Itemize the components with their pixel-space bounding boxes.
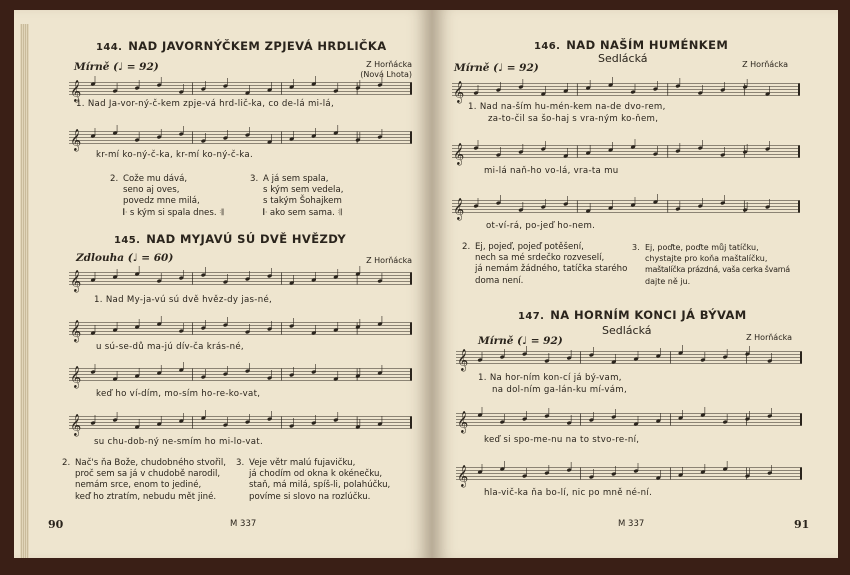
- song-145-tempo: Zdlouha (♩ = 60): [76, 252, 174, 264]
- verse-line: chystajte pro koňa maštalíčku,: [645, 254, 768, 264]
- verse-line: Veje větr malú fujavičku,: [249, 458, 356, 468]
- page-footer: M 337: [618, 519, 645, 529]
- song-147-tempo: Mírně (♩ = 92): [478, 335, 563, 347]
- verse-line: s kým sem vedela,: [263, 185, 344, 196]
- song-144-heading: NAD JAVORNÝČKEM ZPJEVÁ HRDLIČKA: [128, 39, 387, 53]
- verse-line: nemám srce, enom to jediné,: [75, 480, 202, 491]
- treble-clef-icon: 𝄞: [70, 320, 82, 342]
- song-144-number: 144.: [96, 42, 123, 53]
- song-147-source: [732, 333, 792, 343]
- music-staff: [452, 143, 800, 165]
- lyric-line: 1. Nad My-ja-vú sú dvě hvěz-dy jas-né,: [94, 295, 273, 305]
- source-line: Z Horňácka: [366, 256, 412, 265]
- lyric-line: za-to-čil sa šo-haj s vra-ným ko-ňem,: [488, 114, 659, 124]
- treble-clef-icon: 𝄞: [70, 129, 82, 151]
- song-145-number: 145.: [114, 235, 141, 246]
- song-146-tempo: Mírně (♩ = 92): [454, 62, 539, 74]
- lyric-line: 1. Nad Ja-vor-ný-č-kem zpje-vá hrd-lič-ka, co de-lá mi-lá,: [76, 99, 335, 109]
- song-144-title: [96, 39, 387, 53]
- verse-number: 3.: [632, 243, 640, 252]
- lyric-line: su chu-dob-ný ne-smím ho mi-lo-vat.: [94, 437, 264, 447]
- verse-line: 𝄆 s kým si spala dnes. 𝄇: [123, 207, 224, 218]
- music-staff: [452, 198, 800, 220]
- verse-line: s takým Šohajkem: [263, 196, 342, 207]
- verse-number: 3.: [250, 174, 259, 184]
- treble-clef-icon: 𝄞: [70, 366, 82, 388]
- lyric-line: u sú-se-dů ma-jú dív-ča krás-né,: [96, 342, 244, 352]
- music-staff: [69, 129, 412, 151]
- page-footer: M 337: [230, 519, 257, 529]
- music-staff: [456, 465, 802, 487]
- verse-number: 2.: [462, 242, 471, 252]
- song-145-source: [332, 256, 412, 266]
- lyric-line: 1. Nad na-ším hu-mén-kem na-de dvo-rem,: [468, 102, 666, 112]
- verse-line: proč sem sa já v chudobě narodil,: [75, 469, 221, 480]
- treble-clef-icon: 𝄞: [457, 349, 469, 371]
- treble-clef-icon: 𝄞: [70, 270, 82, 292]
- verse-block: [250, 174, 343, 219]
- song-144-tempo: Mírně (♩ = 92): [74, 61, 159, 73]
- verse-line: Ej, pojeď, pojeď potěšení,: [475, 242, 584, 252]
- song-147-number: 147.: [518, 311, 545, 322]
- song-145-title: [114, 232, 346, 246]
- verse-line: povedz mne milá,: [123, 196, 200, 207]
- song-144-source: [332, 60, 412, 80]
- song-146-source: [728, 60, 788, 70]
- verse-line: seno aj oves,: [123, 185, 180, 196]
- page-edge-stack: [20, 24, 29, 558]
- music-staff: [69, 80, 412, 102]
- verse-line: doma není.: [475, 275, 524, 286]
- song-146-number: 146.: [534, 41, 561, 52]
- source-line: Z Horňácka: [742, 60, 788, 69]
- page-number: 91: [794, 518, 810, 531]
- lyric-line: na dol-ním ga-lán-ku mí-vám,: [492, 385, 627, 395]
- verse-block: [632, 242, 790, 287]
- song-146-heading: NAD NAŠÍM HUMÉNKEM: [566, 38, 729, 52]
- lyric-line: keď ho ví-dím, mo-sím ho-re-ko-vat,: [96, 389, 261, 399]
- verse-line: nech sa mé srdečko rozveselí,: [475, 253, 605, 264]
- music-staff: [69, 270, 412, 292]
- verse-line: A já sem spala,: [263, 174, 329, 184]
- lyric-line: 1. Na hor-ním kon-cí já bý-vam,: [478, 373, 622, 383]
- music-staff: [456, 411, 802, 433]
- treble-clef-icon: 𝄞: [453, 81, 465, 103]
- lyric-line: kr-mí ko-ný-č-ka, kr-mí ko-ný-č-ka.: [96, 150, 253, 160]
- verse-line: já chodím od okna k okénečku,: [249, 469, 383, 480]
- verse-number: 2.: [62, 458, 71, 468]
- music-staff: [69, 414, 412, 436]
- verse-line: Cože mu dává,: [123, 174, 188, 184]
- treble-clef-icon: 𝄞: [457, 465, 469, 487]
- music-staff: [69, 366, 412, 388]
- treble-clef-icon: 𝄞: [70, 414, 82, 436]
- lyric-line: hla-vič-ka ňa bo-lí, nic po mně né-ní.: [484, 488, 653, 498]
- source-line: (Nová Lhota): [360, 70, 412, 79]
- lyric-line: keď si spo-me-nu na to stvo-re-ní,: [484, 435, 640, 445]
- lyric-line: mi-lá naň-ho vo-lá, vra-ta mu: [484, 166, 619, 176]
- verse-block: [236, 458, 390, 503]
- verse-block: [462, 242, 627, 287]
- song-145-heading: NAD MYJAVÚ SÚ DVĚ HVĚZDY: [146, 232, 347, 246]
- left-page: [14, 10, 432, 558]
- verse-line: Nač's ňa Bože, chudobného stvořil,: [75, 458, 227, 468]
- page-number: 90: [48, 518, 64, 531]
- verse-line: povíme si slovo na rozlúčku.: [249, 491, 371, 502]
- verse-number: 2.: [110, 174, 119, 184]
- song-146-title: [534, 38, 728, 52]
- verse-line: já nemám žádného, tatíčka starého: [475, 264, 628, 275]
- treble-clef-icon: 𝄞: [457, 411, 469, 433]
- treble-clef-icon: 𝄞: [453, 143, 465, 165]
- source-line: Z Horňácka: [366, 60, 412, 69]
- music-staff: [452, 81, 800, 103]
- treble-clef-icon: 𝄞: [70, 80, 82, 102]
- treble-clef-icon: 𝄞: [453, 198, 465, 220]
- right-page: [432, 10, 838, 558]
- verse-line: staň, má milá, spíš-li, polahúčku,: [249, 480, 391, 491]
- verse-block: [110, 174, 223, 219]
- song-146-subtitle: Sedlácká: [598, 52, 648, 65]
- verse-number: 3.: [236, 458, 245, 468]
- verse-line: keď ho ztratím, nebudu mět jiné.: [75, 491, 217, 502]
- verse-line: Ej, poďte, poďte můj tatíčku,: [645, 243, 759, 252]
- music-staff: [69, 320, 412, 342]
- source-line: Z Horňácka: [746, 333, 792, 342]
- song-147-title: [518, 308, 747, 322]
- verse-line: maštalíčka prázdná, vaša cerka švarná: [645, 265, 790, 275]
- verse-line: dajte ně ju.: [645, 276, 691, 286]
- music-staff: [456, 349, 802, 371]
- song-147-subtitle: Sedlácká: [602, 324, 652, 337]
- lyric-line: ot-ví-rá, po-jeď ho-nem.: [486, 221, 596, 231]
- verse-line: 𝄆 ako sem sama. 𝄇: [263, 207, 342, 218]
- song-147-heading: NA HORNÍM KONCI JÁ BÝVAM: [550, 308, 747, 322]
- verse-block: [62, 458, 226, 503]
